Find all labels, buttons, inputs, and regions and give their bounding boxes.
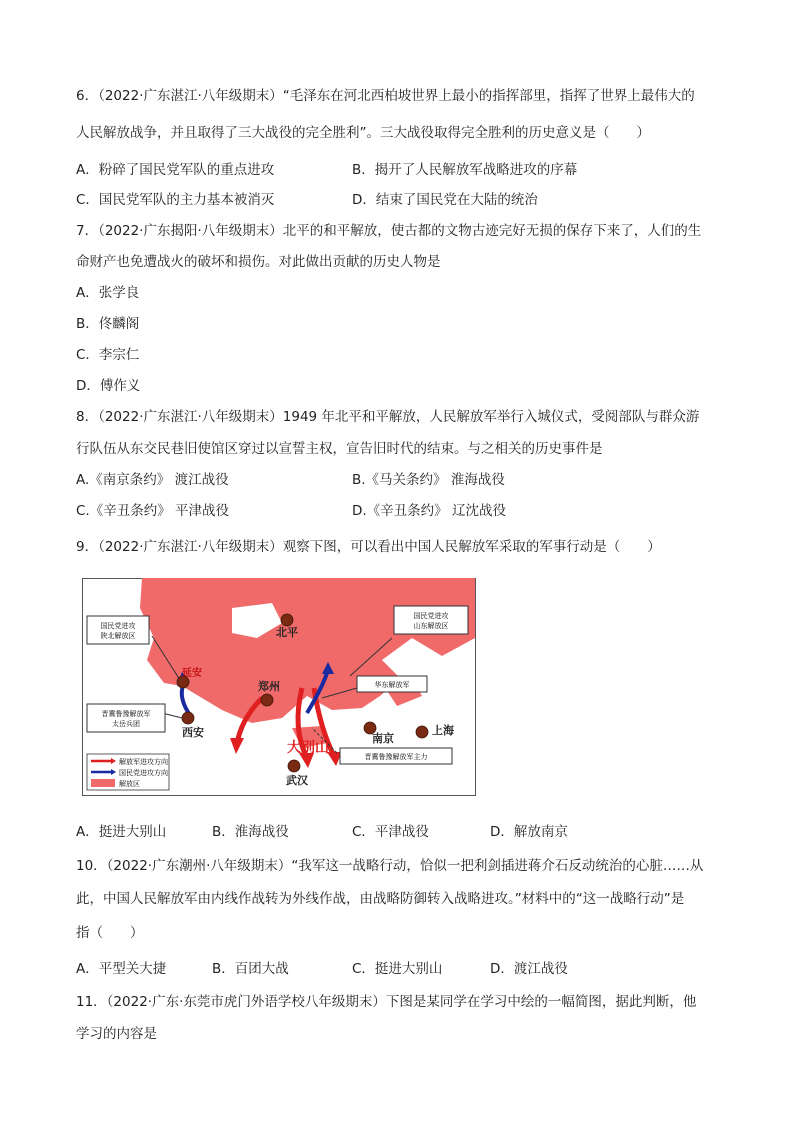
q8-option-d[interactable]: D.《辛丑条约》 辽沈战役 — [352, 503, 506, 519]
callout-shaanbei: 国民党进攻陕北解放区 — [100, 622, 136, 640]
q10-option-c[interactable]: C．挺进大别山 — [352, 961, 443, 977]
q8-stem-line1: 8．（2022·广东湛江·八年级期末）1949 年北平和平解放，人民解放军举行入城仪式，受阅部队与群众游 — [76, 409, 700, 425]
dabieshan-label: 大别山 — [287, 740, 329, 756]
q7-option-c[interactable]: C．李宗仁 — [76, 347, 140, 363]
q6-stem-line2: 人民解放战争，并且取得了三大战役的完全胜利”。三大战役取得完全胜利的历史意义是（ ） — [76, 125, 650, 141]
q10-option-a[interactable]: A．平型关大捷 — [76, 961, 167, 977]
q11-stem-line1: 11．（2022·广东·东莞市虎门外语学校八年级期末）下图是某同学在学习中绘的一幅简图，据此判断，他 — [76, 994, 697, 1010]
q9-stem-line1: 9．（2022·广东湛江·八年级期末）观察下图，可以看出中国人民解放军采取的军事行动是（ ） — [76, 539, 661, 555]
q9-map — [82, 578, 476, 796]
q10-stem-line2: 此，中国人民解放军由内线作战转为外线作战，由战略防御转入战略进攻。”材料中的“这一战略行动”是 — [76, 891, 685, 907]
q7-option-d[interactable]: D．傅作义 — [76, 378, 141, 394]
q10-option-b[interactable]: B．百团大战 — [212, 961, 289, 977]
svg-text:国民党进攻方向: 国民党进攻方向 — [119, 769, 168, 777]
q9-option-a[interactable]: A．挺进大别山 — [76, 824, 167, 840]
callout-jinjiluyu-main: 晋冀鲁豫解放军主力 — [364, 753, 428, 761]
city-dot-xian — [182, 712, 194, 724]
callout-shandong: 国民党进攻山东解放区 — [413, 612, 449, 630]
city-label-nanjing: 南京 — [372, 732, 394, 745]
city-label-yanan: 延安 — [182, 668, 202, 679]
q8-option-c[interactable]: C.《辛丑条约》 平津战役 — [76, 503, 230, 519]
q8-option-a[interactable]: A.《南京条约》 渡江战役 — [76, 472, 229, 488]
q7-stem-line1: 7．（2022·广东揭阳·八年级期末）北平的和平解放，使古都的文物古迹完好无损的保存下来了，人们的生 — [76, 223, 702, 239]
callout-taiyue: 晋冀鲁豫解放军太岳兵团 — [101, 710, 151, 728]
callout-huadong: 华东解放军 — [374, 681, 410, 689]
q6-stem-line1: 6．（2022·广东湛江·八年级期末）“毛泽东在河北西柏坡世界上最小的指挥部里，指挥了世界上最伟大的 — [76, 88, 695, 104]
q11-stem-line2: 学习的内容是 — [76, 1026, 157, 1042]
q6-option-b[interactable]: B．揭开了人民解放军战略进攻的序幕 — [352, 162, 578, 178]
map-svg — [82, 578, 476, 796]
q9-option-b[interactable]: B．淮海战役 — [212, 824, 289, 840]
city-dot-wuhan — [288, 760, 300, 772]
q6-option-d[interactable]: D．结束了国民党在大陆的统治 — [352, 192, 538, 208]
q10-stem-line1: 10．（2022·广东潮州·八年级期末）“我军这一战略行动，恰似一把利剑插进蒋介石反动统治的心脏……从 — [76, 858, 704, 874]
q7-option-a[interactable]: A．张学良 — [76, 285, 140, 301]
city-dot-zhengzhou — [261, 694, 273, 706]
q8-option-b[interactable]: B.《马关条约》 淮海战役 — [352, 472, 505, 488]
city-dot-beiping — [281, 614, 293, 626]
city-label-shanghai: 上海 — [432, 724, 454, 737]
q10-option-d[interactable]: D．渡江战役 — [490, 961, 568, 977]
q6-option-a[interactable]: A．粉碎了国民党军队的重点进攻 — [76, 162, 275, 178]
svg-text:解放军进攻方向: 解放军进攻方向 — [119, 758, 168, 766]
q9-option-d[interactable]: D．解放南京 — [490, 824, 568, 840]
q6-option-c[interactable]: C．国民党军队的主力基本被消灭 — [76, 192, 275, 208]
city-label-zhengzhou: 郑州 — [258, 680, 280, 693]
q7-stem-line2: 命财产也免遭战火的破坏和损伤。对此做出贡献的历史人物是 — [76, 254, 441, 270]
city-label-xian: 西安 — [182, 726, 204, 739]
city-label-wuhan: 武汉 — [286, 774, 308, 787]
q10-stem-line3: 指（ ） — [76, 925, 144, 941]
map-legend — [87, 754, 169, 790]
city-label-beiping: 北平 — [276, 626, 298, 639]
city-dot-shanghai — [416, 726, 428, 738]
q9-option-c[interactable]: C．平津战役 — [352, 824, 429, 840]
q8-stem-line2: 行队伍从东交民巷旧使馆区穿过以宣誓主权，宣告旧时代的结束。与之相关的历史事件是 — [76, 441, 603, 457]
svg-text:解放区: 解放区 — [119, 780, 140, 788]
q7-option-b[interactable]: B．佟麟阁 — [76, 316, 140, 332]
